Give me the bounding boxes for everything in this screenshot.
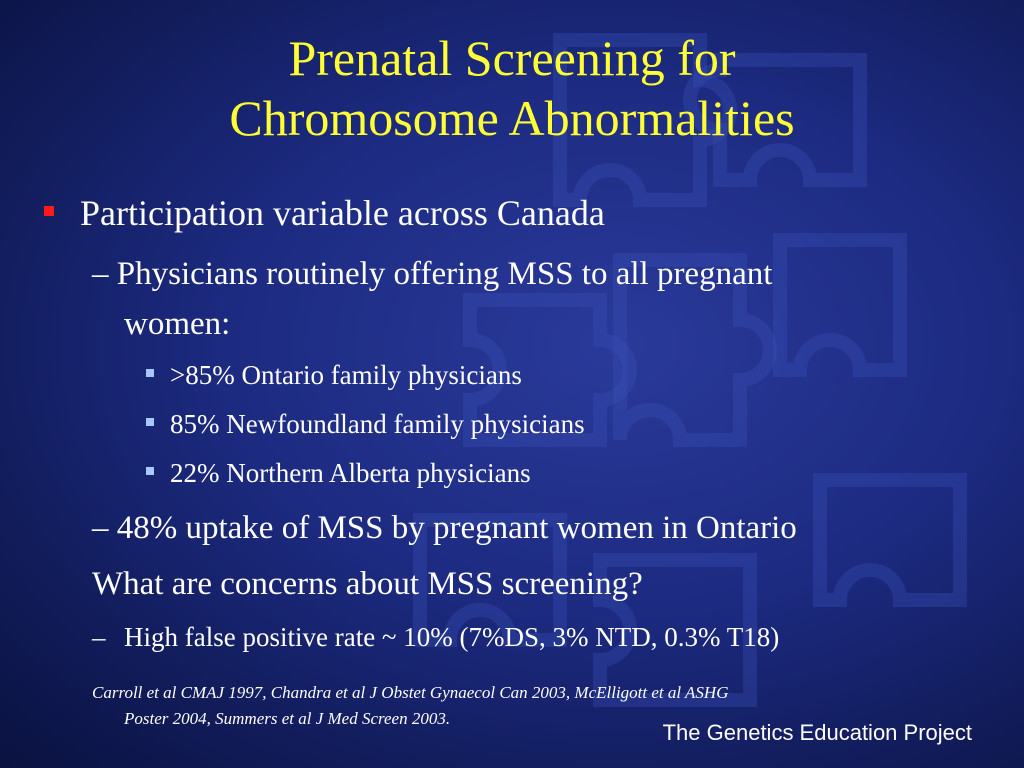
red-square-bullet-icon [44, 206, 54, 216]
citation-line-1: Carroll et al CMAJ 1997, Chandra et al J Obstet Gynaecol Can 2003, McElligott et al ASHG [92, 683, 729, 702]
blue-square-bullet-icon [146, 418, 154, 426]
citation [92, 680, 729, 732]
stat-item-text: 85% Newfoundland family physicians [170, 409, 585, 439]
title-line-1: Prenatal Screening for [288, 30, 736, 86]
blue-square-bullet-icon [146, 369, 154, 377]
citation-line-2: Poster 2004, Summers et al J Med Screen 2003. [124, 709, 451, 728]
sub-bullet-physicians-line2: women: [124, 306, 231, 342]
stat-item-text: >85% Ontario family physicians [170, 360, 522, 390]
sub-bullet-false-positive [92, 622, 780, 653]
slide-title [0, 28, 1024, 148]
false-positive-text: High false positive rate ~ 10% (7%DS, 3% NTD, 0.3% T18) [124, 622, 780, 652]
question-line: What are concerns about MSS screening? [92, 566, 643, 602]
sub-bullet-physicians-line1: – Physicians routinely offering MSS to all pregnant [92, 256, 773, 292]
dash-marker: – [92, 622, 106, 652]
sub-bullet-uptake: – 48% uptake of MSS by pregnant women in Ontario [92, 510, 797, 546]
title-line-2: Chromosome Abnormalities [229, 90, 795, 146]
bullet-participation-text: Participation variable across Canada [80, 193, 605, 233]
footer-credit: The Genetics Education Project [662, 720, 972, 745]
stat-item-text: 22% Northern Alberta physicians [170, 458, 531, 488]
blue-square-bullet-icon [146, 467, 154, 475]
